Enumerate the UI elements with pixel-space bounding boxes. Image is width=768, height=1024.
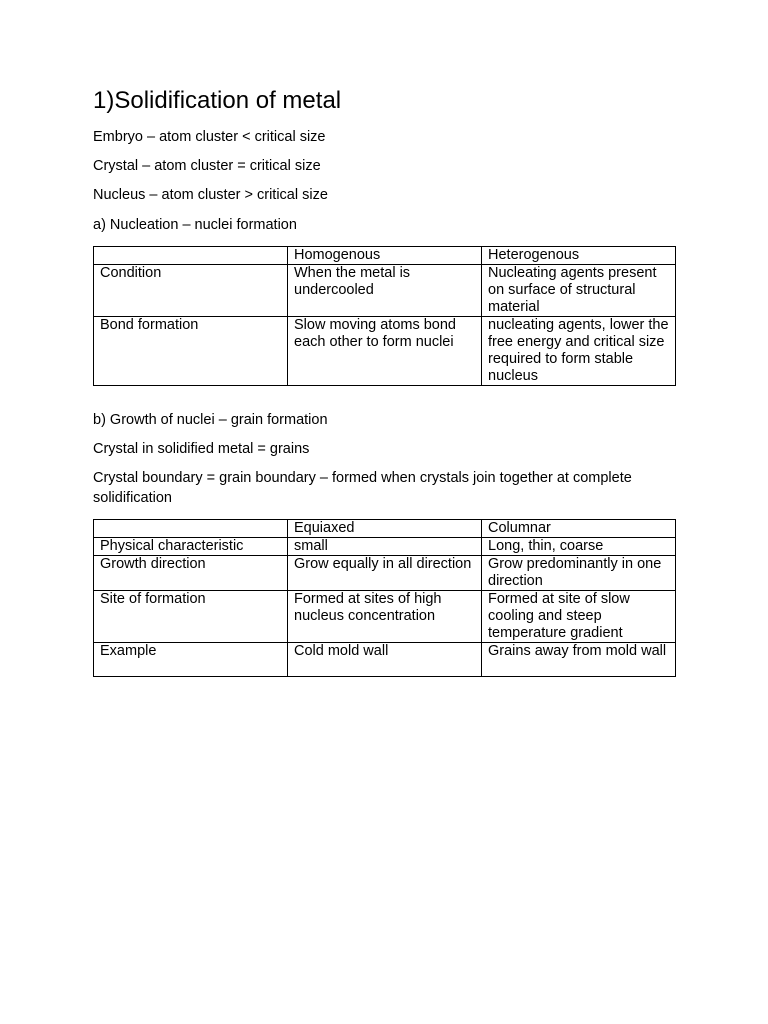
definition-crystal: Crystal – atom cluster = critical size bbox=[93, 158, 321, 174]
table-cell: When the metal is undercooled bbox=[288, 265, 482, 317]
table-header-cell: Heterogenous bbox=[482, 247, 676, 265]
definition-nucleus: Nucleus – atom cluster > critical size bbox=[93, 187, 328, 203]
table-header-cell bbox=[94, 247, 288, 265]
table-cell: Formed at site of slow cooling and steep temperature gradient bbox=[482, 591, 676, 643]
table-cell: Grow predominantly in one direction bbox=[482, 556, 676, 591]
table-cell: nucleating agents, lower the free energy and critical size required to form stable nucleus bbox=[482, 317, 676, 386]
table-header-cell: Equiaxed bbox=[288, 520, 482, 538]
table-header-cell bbox=[94, 520, 288, 538]
table-row bbox=[94, 538, 676, 556]
table-row bbox=[94, 556, 676, 591]
table-cell: Slow moving atoms bond each other to form nuclei bbox=[288, 317, 482, 386]
table-cell: Growth direction bbox=[94, 556, 288, 591]
section-b-heading: b) Growth of nuclei – grain formation bbox=[93, 412, 328, 428]
nucleation-table bbox=[93, 246, 676, 386]
table-cell: Site of formation bbox=[94, 591, 288, 643]
table-row bbox=[94, 265, 676, 317]
definition-embryo: Embryo – atom cluster < critical size bbox=[93, 129, 326, 145]
section-b-line-boundary: Crystal boundary = grain boundary – formed when crystals join together at complete solidification bbox=[93, 470, 632, 506]
table-cell: Grains away from mold wall bbox=[482, 643, 676, 677]
grain-table bbox=[93, 519, 676, 677]
table-header-cell: Columnar bbox=[482, 520, 676, 538]
table-header-row bbox=[94, 247, 676, 265]
table-cell: small bbox=[288, 538, 482, 556]
table-cell: Condition bbox=[94, 265, 288, 317]
table-header-cell: Homogenous bbox=[288, 247, 482, 265]
table-row bbox=[94, 643, 676, 677]
section-a-heading: a) Nucleation – nuclei formation bbox=[93, 217, 297, 233]
table-cell: Nucleating agents present on surface of structural material bbox=[482, 265, 676, 317]
table-cell: Formed at sites of high nucleus concentration bbox=[288, 591, 482, 643]
table-row bbox=[94, 317, 676, 386]
table-cell: Example bbox=[94, 643, 288, 677]
page-title: 1)Solidification of metal bbox=[93, 87, 342, 114]
section-b-line-grains: Crystal in solidified metal = grains bbox=[93, 441, 310, 457]
table-cell: Cold mold wall bbox=[288, 643, 482, 677]
table-cell: Long, thin, coarse bbox=[482, 538, 676, 556]
table-cell: Grow equally in all direction bbox=[288, 556, 482, 591]
table-row bbox=[94, 591, 676, 643]
table-header-row bbox=[94, 520, 676, 538]
table-cell: Physical characteristic bbox=[94, 538, 288, 556]
table-cell: Bond formation bbox=[94, 317, 288, 386]
